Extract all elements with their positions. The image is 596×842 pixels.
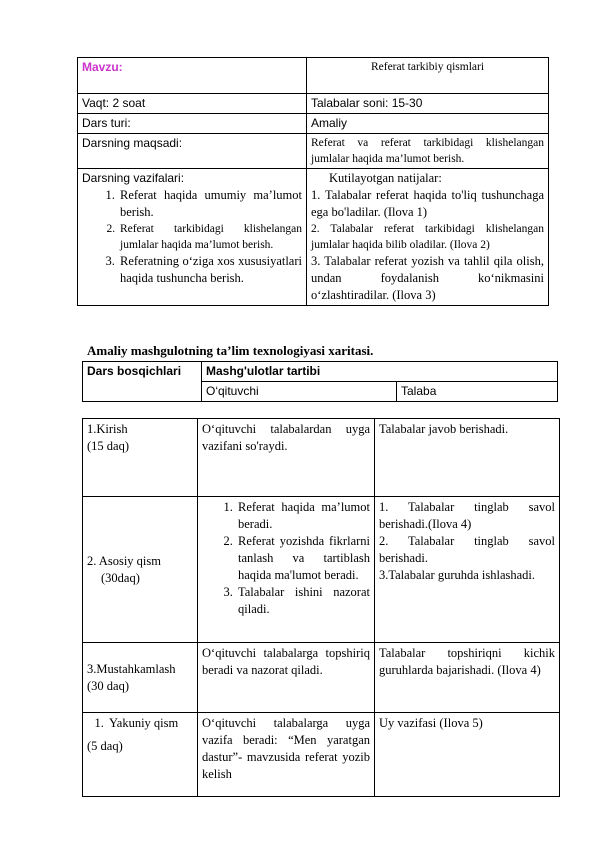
- student-cell: [375, 497, 560, 643]
- lesson-type-label: Dars turi:: [78, 114, 307, 134]
- teacher-list-item: 2. Referat yozishda fikrlarni tanlash va tartiblash haqida ma'lumot beradi.: [236, 533, 370, 584]
- map-heading: Amaliy mashgulotning ta’lim texnologiyasi xaritasi.: [87, 343, 374, 358]
- stage-cell: [83, 643, 198, 713]
- task-item: 1. Referat haqida umumiy ma’lumot berish.: [118, 187, 302, 221]
- outcome-item: 3. Talabalar referat yozish va tahlil qila olish, undan foydalanish ko‘nikmasini o‘zlashtiradilar. (Ilova 3): [311, 254, 544, 302]
- stage-list: [87, 715, 193, 732]
- student-line: 1. Talabalar tinglab savol berishadi.(Ilova 4): [379, 500, 555, 531]
- student-line: 3.Talabalar guruhda ishlashadi.: [379, 568, 536, 582]
- stage-cell: [83, 713, 198, 797]
- stage-time: (30daq): [101, 570, 140, 585]
- goal-value: Referat va referat tarkibidagi klishelangan jumlalar haqida ma’lumot berish.: [307, 134, 549, 169]
- outcome-item: 1. Talabalar referat haqida to'liq tushunchaga ega bo'ladilar. (Ilova 1): [311, 188, 544, 219]
- teacher-list: [202, 499, 370, 618]
- student-cell: Uy vazifasi (Ilova 5): [375, 713, 560, 797]
- outcome-item: 2. Talabalar referat tarkibidagi klishelangan jumlalar haqida bilib oladilar. (Ilova 2): [311, 223, 544, 251]
- topic-label: Mavzu:: [78, 58, 307, 94]
- lesson-plan-table: [77, 57, 549, 306]
- task-item: 2. Referat tarkibidagi klishelangan jumlalar haqida ma’lumot berish.: [118, 221, 302, 253]
- student-header: Talaba: [397, 382, 558, 402]
- stage-title: 3.Mustahkamlash: [87, 661, 176, 676]
- order-header: Mashg'ulotlar tartibi: [202, 362, 558, 382]
- tasks-label: Darsning vazifalari:: [82, 171, 185, 185]
- map-header-table: [82, 361, 558, 402]
- stages-header: Dars bosqichlari: [83, 362, 202, 402]
- teacher-header: O‘qituvchi: [202, 382, 397, 402]
- teacher-cell: [198, 497, 375, 643]
- student-line: 2. Talabalar tinglab savol berishadi.: [379, 534, 555, 565]
- stage-cell: [83, 419, 198, 497]
- lesson-type-value: Amaliy: [307, 114, 549, 134]
- outcomes-label: Kutilayotgan natijalar:: [329, 171, 442, 185]
- stage-cell: [83, 497, 198, 643]
- goal-label: Darsning maqsadi:: [78, 134, 307, 169]
- student-cell: Talabalar topshiriqni kichik guruhlarda bajarishadi. (Ilova 4): [375, 643, 560, 713]
- teacher-cell: O‘qituvchi talabalarga topshiriq beradi va nazorat qiladi.: [198, 643, 375, 713]
- tasks-list: [82, 187, 302, 287]
- stage-title: 1.Kirish: [87, 422, 128, 436]
- map-table: [82, 418, 560, 797]
- teacher-list-item: 3. Talabalar ishini nazorat qiladi.: [236, 584, 370, 618]
- student-count: Talabalar soni: 15-30: [307, 94, 549, 114]
- stage-time: (5 daq): [87, 739, 123, 753]
- stage-title: 1. Yakuniy qism: [107, 715, 193, 732]
- teacher-cell: O‘qituvchi talabalarga uyga vazifa beradi: “Men yaratgan dastur”- mavzusida referat yozib kelish: [198, 713, 375, 797]
- teacher-list-item: 1. Referat haqida ma’lumot beradi.: [236, 499, 370, 533]
- duration: Vaqt: 2 soat: [78, 94, 307, 114]
- task-item: 3. Referatning o‘ziga xos xususiyatlari haqida tushuncha berish.: [118, 253, 302, 287]
- stage-title: 2. Asosiy qism: [87, 553, 161, 568]
- teacher-cell: O‘qituvchi talabalardan uyga vazifani so'raydi.: [198, 419, 375, 497]
- outcomes-cell: [307, 169, 549, 306]
- tasks-cell: [78, 169, 307, 306]
- stage-time: (15 daq): [87, 439, 129, 453]
- topic-value: Referat tarkibiy qismlari: [307, 58, 549, 94]
- student-cell: Talabalar javob berishadi.: [375, 419, 560, 497]
- stage-time: (30 daq): [87, 678, 129, 693]
